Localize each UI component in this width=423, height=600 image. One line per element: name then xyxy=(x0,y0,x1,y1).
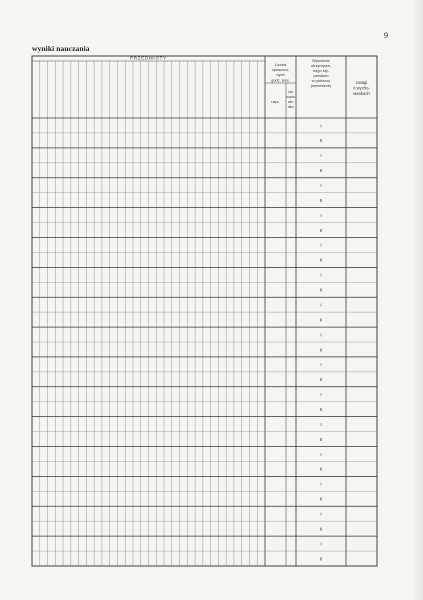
scholarship-header-line: w półroczu xyxy=(311,78,331,83)
unexcused-header-line: dliw. xyxy=(287,105,295,109)
semester-label: I xyxy=(320,452,322,458)
semester-label: I xyxy=(320,243,322,249)
remarks-header-line: wankach xyxy=(353,91,370,97)
section-title: wyniki nauczania xyxy=(32,44,90,53)
subjects-header: PRZEDMIOTY xyxy=(130,55,167,61)
semester-label: II xyxy=(319,198,323,204)
semester-label: II xyxy=(319,258,323,264)
semester-label: II xyxy=(319,557,323,563)
absences-header-line: opuszczo- xyxy=(271,67,290,73)
semester-label: I xyxy=(320,124,322,130)
scholarship-header-line: nego sty- xyxy=(312,68,330,73)
absences-header-line: nych xyxy=(276,72,285,78)
scholarship-header-line: Wysokość xyxy=(312,58,330,63)
unexcused-header-line: uspra- xyxy=(286,95,296,99)
semester-label: II xyxy=(319,348,323,354)
semester-label: II xyxy=(319,527,323,533)
page-edge-shadow xyxy=(413,0,423,600)
semester-label: II xyxy=(319,288,323,294)
semester-label: II xyxy=(319,497,323,503)
remarks-header-line: Uwagi xyxy=(355,80,368,85)
semester-label: I xyxy=(320,542,322,548)
semester-label: II xyxy=(319,139,323,145)
excused-header: uspr. xyxy=(271,100,280,104)
semester-label: II xyxy=(319,378,323,384)
table-border xyxy=(32,56,377,566)
semester-label: I xyxy=(320,273,322,279)
unexcused-header-line: wie- xyxy=(287,100,295,104)
semester-label: I xyxy=(320,512,322,518)
scholarship-header-line: pendium xyxy=(313,73,329,78)
unexcused-header-line: nie- xyxy=(288,90,294,94)
absences-header-line: godz. lekc. xyxy=(271,77,290,83)
semester-label: II xyxy=(319,169,323,175)
semester-label: II xyxy=(319,228,323,234)
semester-label: I xyxy=(320,393,322,399)
semester-label: II xyxy=(319,408,323,413)
semester-label: I xyxy=(320,213,322,219)
semester-label: I xyxy=(320,154,322,160)
scholarship-header-line: otrzymywa- xyxy=(311,63,331,68)
absences-header-line: Liczba xyxy=(274,62,287,67)
scholarship-header-line: (semestrze) xyxy=(310,83,332,88)
semester-label: I xyxy=(320,184,322,189)
semester-label: I xyxy=(320,333,322,339)
semester-label: II xyxy=(319,318,323,324)
remarks-header-line: o wycho- xyxy=(353,85,370,91)
semester-label: II xyxy=(319,467,323,473)
semester-label: I xyxy=(320,303,322,309)
semester-label: I xyxy=(320,422,322,428)
semester-label: II xyxy=(319,437,323,443)
page-number: 9 xyxy=(384,31,388,40)
semester-label: I xyxy=(320,363,322,369)
semester-label: I xyxy=(320,482,322,488)
